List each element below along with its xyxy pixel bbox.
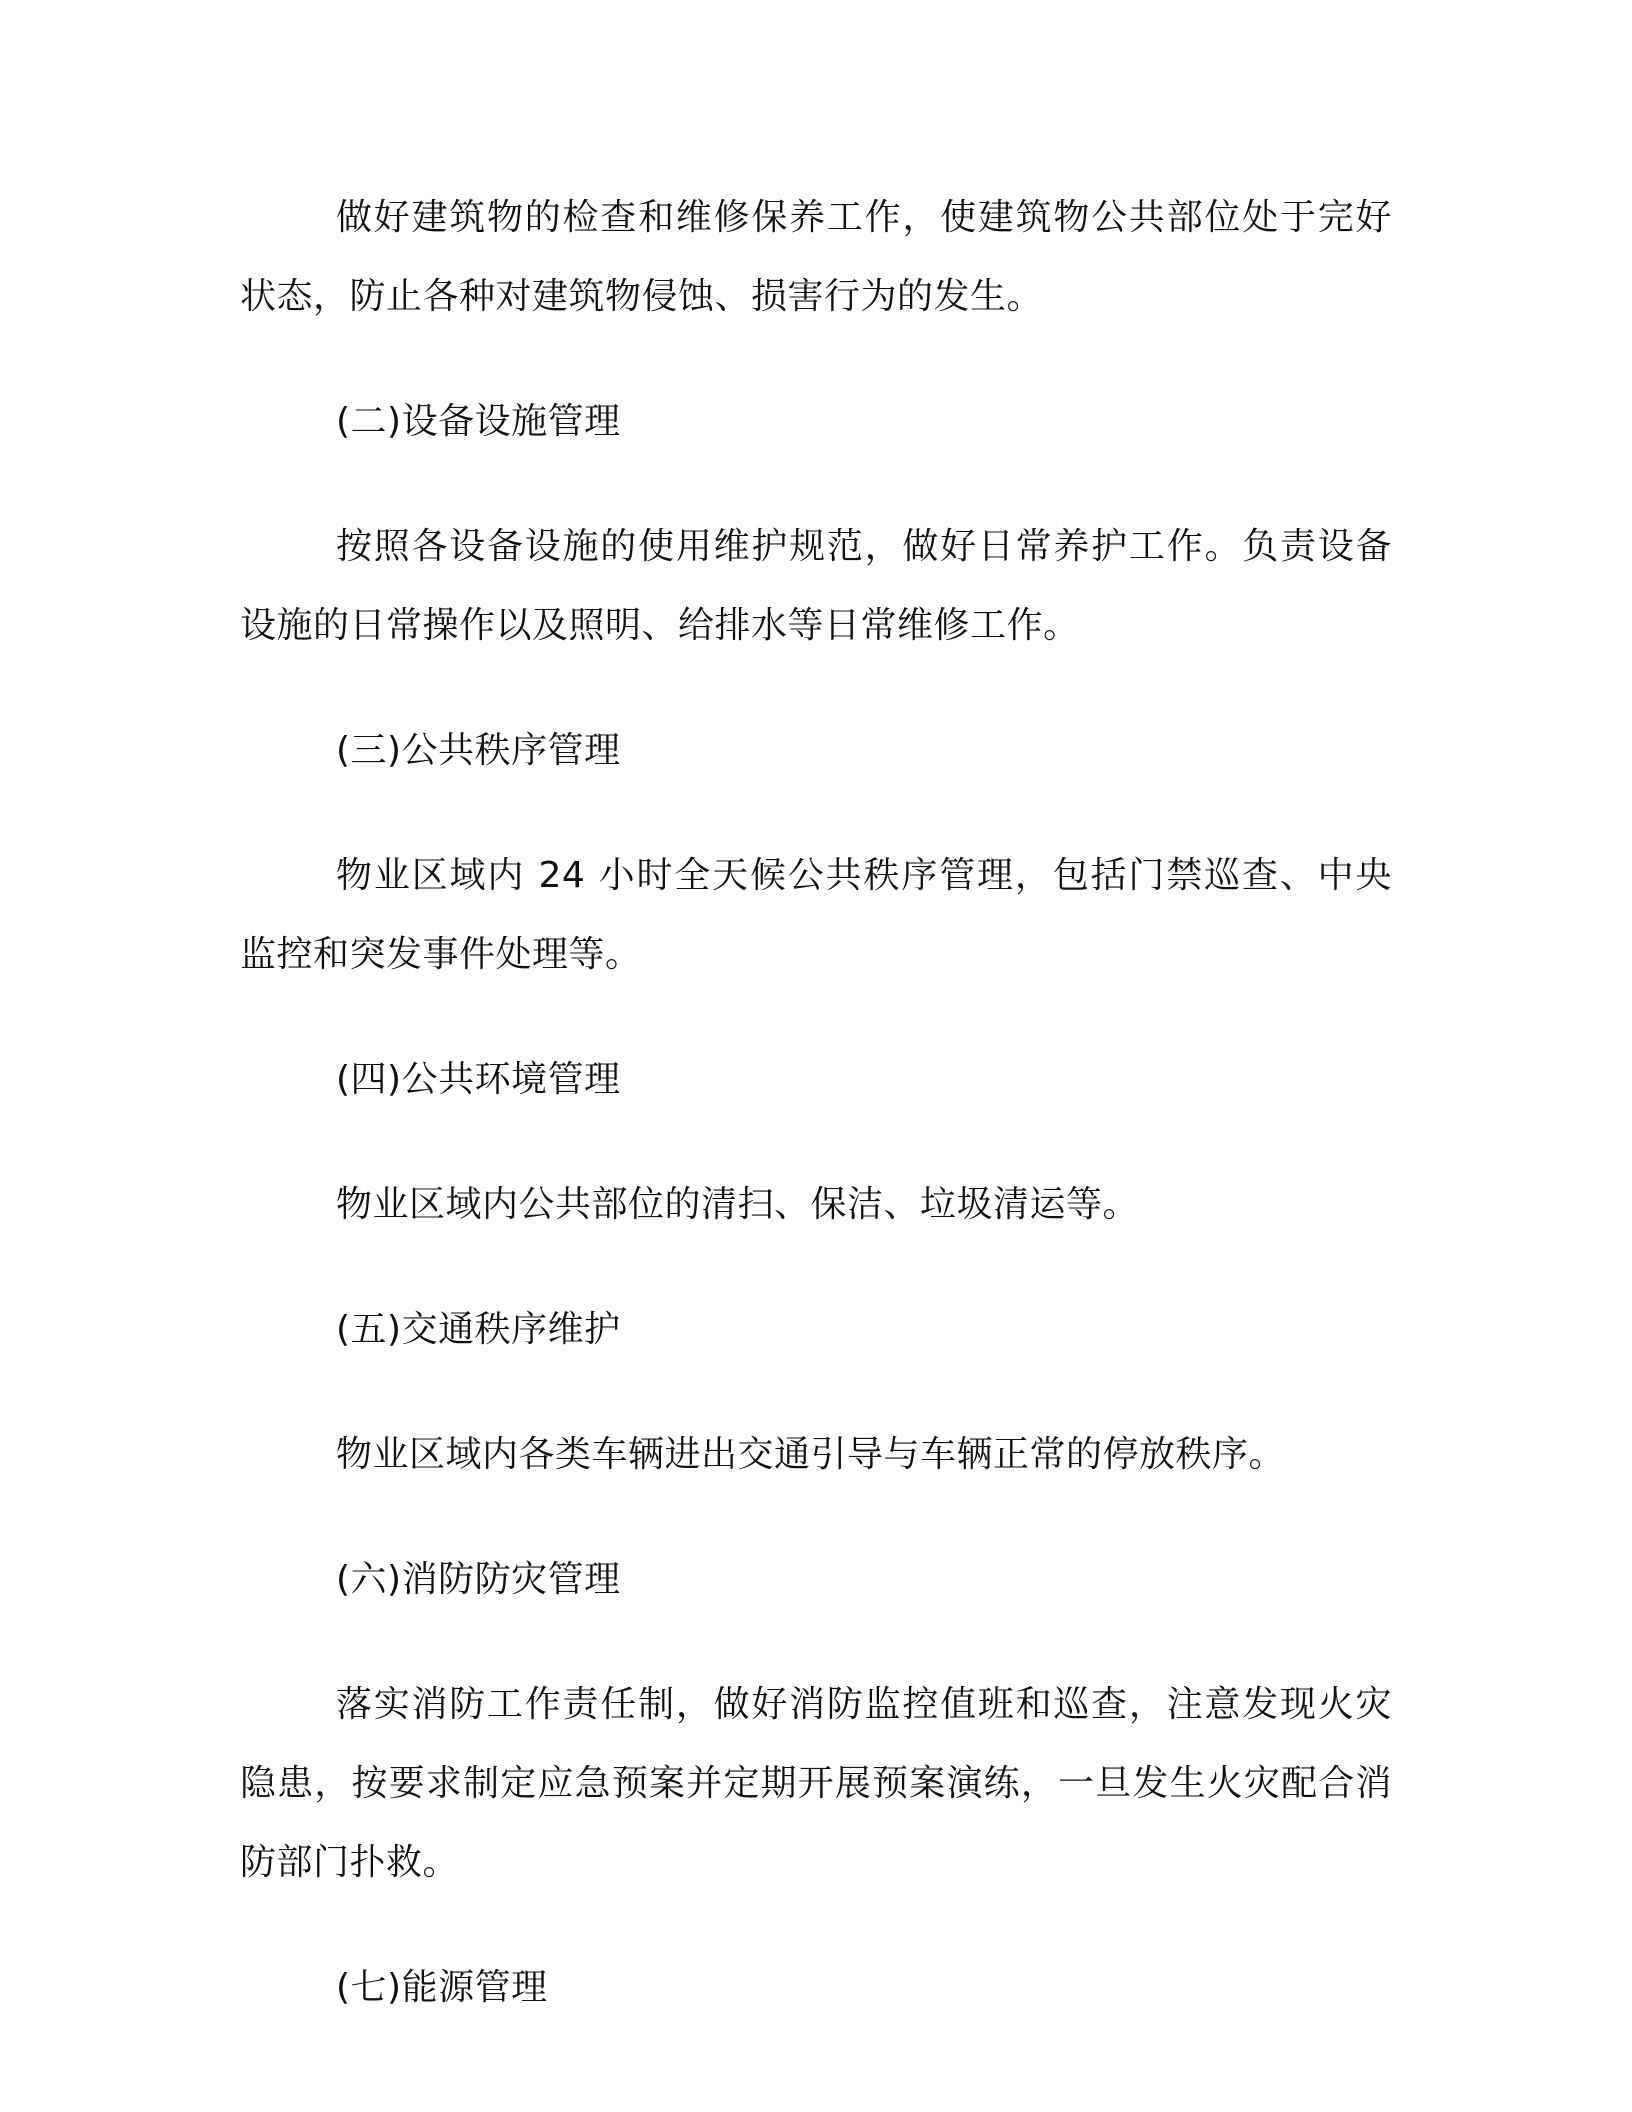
heading-fire-prevention: (六)消防防灾管理 <box>336 1559 621 1600</box>
heading-energy-management: (七)能源管理 <box>336 1967 548 2008</box>
heading-public-order: (三)公共秩序管理 <box>336 730 621 771</box>
heading-traffic-order: (五)交通秩序维护 <box>336 1309 621 1350</box>
paragraph-fire-prevention: 落实消防工作责任制，做好消防监控值班和巡查，注意发现火灾隐患，按要求制定应急预案并定期开展预案演练，一旦发生火灾配合消防部门扑救。 <box>240 1684 1392 1883</box>
paragraph-equipment-management: 按照各设备设施的使用维护规范，做好日常养护工作。负责设备设施的日常操作以及照明、给排水等日常维修工作。 <box>240 526 1392 646</box>
heading-public-environment: (四)公共环境管理 <box>336 1059 621 1100</box>
paragraph-public-environment: 物业区域内公共部位的清扫、保洁、垃圾清运等。 <box>336 1184 1140 1225</box>
paragraph-public-order: 物业区域内 24 小时全天候公共秩序管理，包括门禁巡查、中央监控和突发事件处理等。 <box>240 855 1392 975</box>
paragraph-building-maintenance: 做好建筑物的检查和维修保养工作，使建筑物公共部位处于完好状态，防止各种对建筑物侵蚀、损害行为的发生。 <box>240 197 1392 317</box>
document-body <box>240 178 1392 2027</box>
heading-equipment-management: (二)设备设施管理 <box>336 401 621 442</box>
paragraph-traffic-order: 物业区域内各类车辆进出交通引导与车辆正常的停放秩序。 <box>336 1434 1286 1475</box>
